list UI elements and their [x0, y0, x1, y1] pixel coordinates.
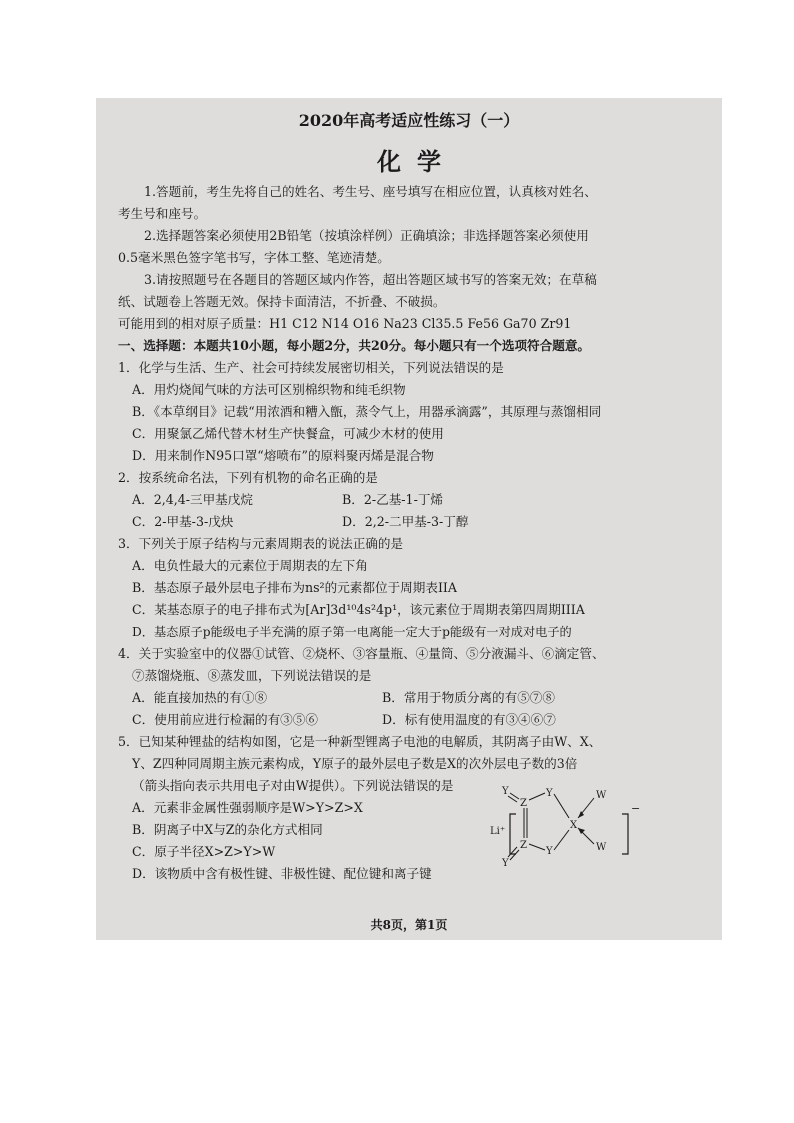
coordinate-bond-arrowheads [578, 811, 585, 834]
q5-option-b: B．阴离子中X与Z的杂化方式相同 [132, 822, 323, 837]
q3-option-d: D．基态原子p能级电子半充满的原子第一电离能一定大于p能级有一对成对电子的 [132, 625, 572, 639]
q1-option-a: A．用灼烧闻气味的方法可区别棉织物和纯毛织物 [132, 382, 406, 397]
q4-stem-line-2: ⑦蒸馏烧瓶、⑧蒸发皿，下列说法错误的是 [132, 668, 372, 683]
section-heading: 一、选择题：本题共10小题，每小题2分，共20分。每小题只有一个选项符合题意。 [118, 338, 591, 353]
exam-paper [96, 98, 722, 940]
atomic-masses: 可能用到的相对原子质量：H1 C12 N14 O16 Na23 Cl35.5 Fe56 Ga70 Zr91 [118, 316, 572, 331]
atom-y-bottom: Y [546, 846, 553, 857]
page-footer: 共8页，第1页 [370, 918, 448, 932]
notice-line-4: 0.5毫米黑色签字笔书写，字体工整、笔迹清楚。 [118, 250, 390, 265]
q2-option-b: B．2-乙基-1-丁烯 [342, 492, 444, 507]
q2-option-d: D．2,2-二甲基-3-丁醇 [342, 514, 469, 529]
q2-option-a: A．2,4,4-三甲基戊烷 [132, 492, 253, 507]
q3-option-a: A．电负性最大的元素位于周期表的左下角 [132, 558, 368, 573]
atom-y-bottom-left: Y [502, 858, 509, 869]
notice-line-1: 1.答题前，考生先将自己的姓名、考生号、座号填写在相应位置，认真核对姓名、 [144, 184, 597, 199]
notice-line-3: 2.选择题答案必须使用2B铅笔（按填涂样例）正确填涂；非选择题答案必须使用 [144, 228, 589, 243]
q4-option-a: A．能直接加热的有①⑧ [132, 690, 268, 705]
atom-y-top: Y [546, 788, 553, 799]
li-cation-label: Li⁺ [490, 826, 506, 837]
lithium-salt-structure-diagram [490, 784, 650, 874]
q4-option-d: D．标有使用温度的有③④⑥⑦ [382, 712, 556, 727]
q2-stem: 2．按系统命名法，下列有机物的命名正确的是 [118, 470, 378, 485]
q1-option-c: C．用聚氯乙烯代替木材生产快餐盒，可减少木材的使用 [132, 426, 444, 441]
atom-w-top: W [596, 790, 607, 801]
q4-option-b: B．常用于物质分离的有⑤⑦⑧ [382, 690, 555, 705]
left-bracket [510, 814, 516, 854]
q5-stem-line-3: （箭头指向表示共用电子对由W提供）。下列说法错误的是 [132, 778, 454, 793]
q4-stem-line-1: 4．关于实验室中的仪器①试管、②烧杯、③容量瓶、④量筒、⑤分液漏斗、⑥滴定管、 [118, 646, 605, 661]
q3-option-b: B．基态原子最外层电子排布为ns²的元素都位于周期表IIA [132, 580, 457, 595]
subject-title: 化学 [377, 147, 457, 176]
q1-option-d: D．用来制作N95口罩“熔喷布”的原料聚丙烯是混合物 [132, 448, 434, 463]
q1-option-b: B．《本草纲目》记载“用浓酒和糟入甑，蒸令气上，用器承滴露”，其原理与蒸馏相同 [132, 404, 602, 419]
atom-w-bottom: W [596, 842, 607, 853]
q5-option-c: C．原子半径X>Z>Y>W [132, 844, 276, 859]
q1-stem: 1．化学与生活、生产、社会可持续发展密切相关，下列说法错误的是 [118, 360, 504, 375]
right-bracket [622, 814, 628, 854]
atom-x-center: X [570, 820, 578, 831]
notice-line-5: 3.请按照题号在各题目的答题区域内作答，超出答题区域书写的答案无效；在草稿 [144, 272, 597, 287]
exam-title: 2020年高考适应性练习（一） [298, 111, 520, 130]
q3-option-c: C．某基态原子的电子排布式为[Ar]3d¹⁰4s²4p¹，该元素位于周期表第四周期IIIA [132, 602, 585, 617]
q4-option-c: C．使用前应进行检漏的有③⑤⑥ [132, 712, 318, 727]
q5-stem-line-1: 5．已知某种锂盐的结构如图，它是一种新型锂离子电池的电解质，其阴离子由W、X、 [118, 734, 602, 749]
notice-line-2: 考生号和座号。 [118, 206, 207, 221]
q5-stem-line-2: Y、Z四种同周期主族元素构成，Y原子的最外层电子数是X的次外层电子数的3倍 [132, 756, 578, 771]
anion-charge: − [631, 802, 641, 815]
q3-stem: 3．下列关于原子结构与元素周期表的说法正确的是 [118, 536, 404, 551]
atom-z-bottom: Z [520, 840, 527, 851]
atom-y-top-left: Y [502, 786, 509, 797]
q5-option-d: D．该物质中含有极性键、非极性键、配位键和离子键 [132, 866, 432, 881]
atom-z-top: Z [520, 798, 527, 809]
q2-option-c: C．2-甲基-3-戊炔 [132, 514, 234, 529]
notice-line-6: 纸、试题卷上答题无效。保持卡面清洁，不折叠、不破损。 [118, 294, 446, 309]
q5-option-a: A．元素非金属性强弱顺序是W>Y>Z>X [132, 800, 363, 815]
